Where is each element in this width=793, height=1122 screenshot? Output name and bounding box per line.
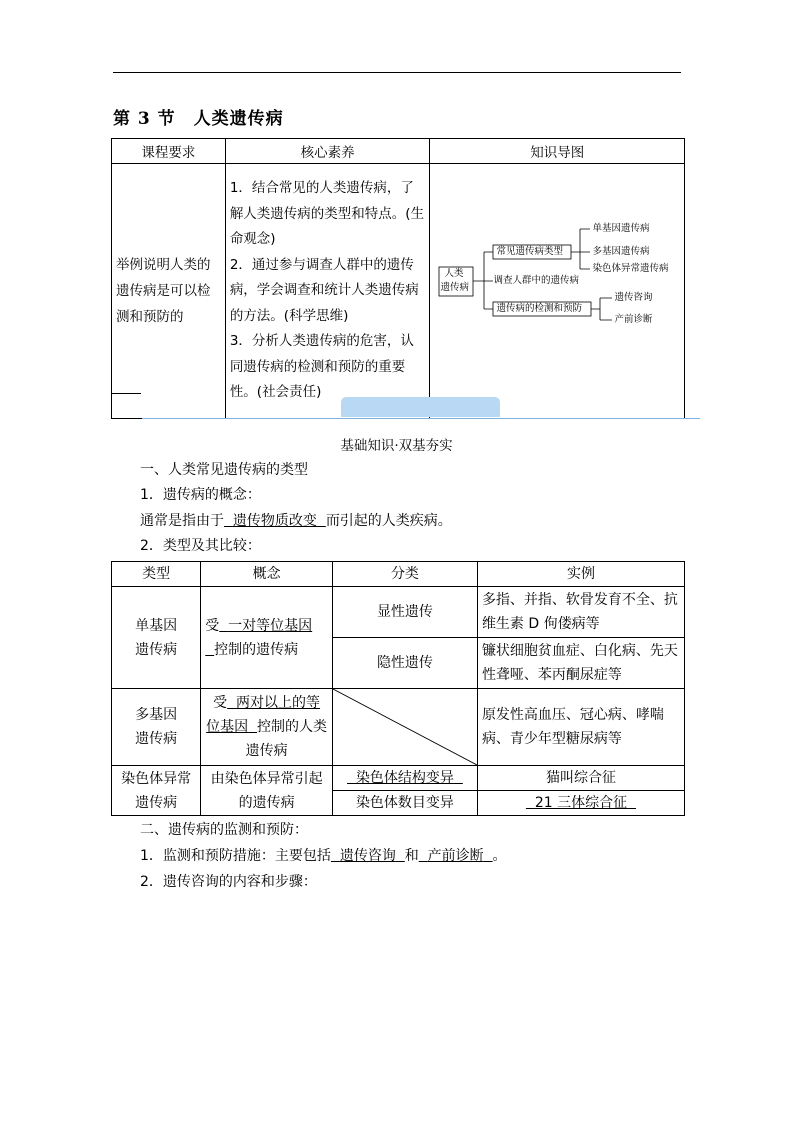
mind-map-leaf: 染色体异常遗传病 [592, 263, 669, 274]
class-dominant: 显性遗传 [332, 587, 477, 638]
heading-types: 一、人类常见遗传病的类型 [140, 462, 308, 478]
mind-map-branch-survey: 调查人群中的遗传病 [493, 275, 579, 286]
blank-answer: 遗传物质改变 [232, 513, 317, 529]
types-table [111, 561, 685, 816]
core-literacy-item: 3．分析人类遗传病的危害，认同遗传病的检测和预防的重要性。(社会责任) [229, 333, 414, 401]
class-multi-gene-empty [332, 689, 477, 766]
types-header: 实例 [477, 562, 684, 587]
prevention-measures: 1．监测和预防措施：主要包括 遗传咨询 和 产前诊断 。 [140, 848, 507, 864]
course-requirement-cell [112, 164, 226, 419]
mind-map-leaf: 产前诊断 [614, 314, 653, 325]
header-course-requirement: 课程要求 [112, 139, 226, 164]
types-header: 分类 [332, 562, 477, 587]
blank-answer: 一对等位基因 [228, 617, 313, 634]
diagonal-line [333, 689, 477, 765]
section-banner-title: 基础知识·双基夯实 [340, 438, 453, 454]
concept-sentence: 通常是指由于 遗传物质改变 而引起的人类疾病。 [140, 513, 452, 529]
blank-answer: 染色体结构变异 [355, 770, 454, 786]
blank-answer: 产前诊断 [427, 848, 484, 864]
type-multi-gene: 多基因 遗传病 [112, 689, 201, 766]
heading-prevention: 二、遗传病的监测和预防： [140, 822, 308, 838]
blank-answer: 21 三体综合征 [534, 795, 628, 811]
type-chromosome: 染色体异常 遗传病 [112, 766, 201, 816]
mind-map [430, 164, 684, 418]
section-title: 第 3 节 人类遗传病 [113, 109, 284, 129]
mind-map-branch-detection: 遗传病的检测和预防 [496, 303, 582, 314]
section-banner-line [142, 418, 700, 419]
mind-map-leaf: 遗传咨询 [614, 292, 653, 303]
examples-dominant: 多指、并指、软骨发育不全、抗维生素 D 佝偻病等 [477, 587, 684, 638]
divider [111, 393, 141, 394]
header-core-literacy: 核心素养 [225, 139, 430, 164]
core-literacy-item: 1．结合常见的人类遗传病，了解人类遗传病的类型和特点。(生命观念) [229, 180, 425, 248]
item-concept: 1．遗传病的概念： [140, 487, 261, 503]
blank-answer: 位基因 [206, 719, 249, 735]
blank-answer: 遗传咨询 [339, 848, 396, 864]
mind-map-cell [430, 164, 685, 419]
class-structural [332, 766, 477, 791]
top-rule [113, 72, 681, 73]
examples-recessive: 镰状细胞贫血症、白化病、先天性聋哑、苯丙酮尿症等 [477, 638, 684, 689]
mind-map-root-line2: 遗传病 [440, 282, 469, 293]
concept-single-gene: 受 一对等位基因 控制的遗传病 [201, 587, 333, 689]
concept-multi-gene: 受 两对以上的等 位基因 控制的人类遗传病 [201, 689, 333, 766]
concept-chromosome: 由染色体异常引起的遗传病 [201, 766, 333, 816]
types-header: 类型 [112, 562, 201, 587]
item-comparison: 2．类型及其比较： [140, 538, 261, 554]
blank-answer: 两对以上的等 [236, 695, 321, 711]
core-literacy-cell [225, 164, 430, 419]
section-banner-tab [341, 397, 500, 417]
example-numerical [477, 791, 684, 816]
item-counseling: 2．遗传咨询的内容和步骤： [140, 874, 317, 890]
requirements-table [111, 138, 685, 419]
class-recessive: 隐性遗传 [332, 638, 477, 689]
course-requirement-text: 举例说明人类的遗传病是可以检测和预防的 [116, 257, 211, 325]
type-single-gene: 单基因 遗传病 [112, 587, 201, 689]
core-literacy-item: 2．通过参与调查人群中的遗传病，学会调查和统计人类遗传病的方法。(科学思维) [229, 256, 419, 324]
header-mind-map: 知识导图 [430, 139, 685, 164]
types-header: 概念 [201, 562, 333, 587]
examples-multi-gene: 原发性高血压、冠心病、哮喘病、青少年型糖尿病等 [477, 689, 684, 766]
mind-map-root-line1: 人类 [444, 268, 464, 279]
class-numerical: 染色体数目变异 [332, 791, 477, 816]
mind-map-branch-types: 常见遗传病类型 [496, 246, 563, 257]
mind-map-leaf: 多基因遗传病 [592, 246, 650, 257]
example-structural: 猫叫综合征 [477, 766, 684, 791]
mind-map-leaf: 单基因遗传病 [592, 223, 650, 234]
